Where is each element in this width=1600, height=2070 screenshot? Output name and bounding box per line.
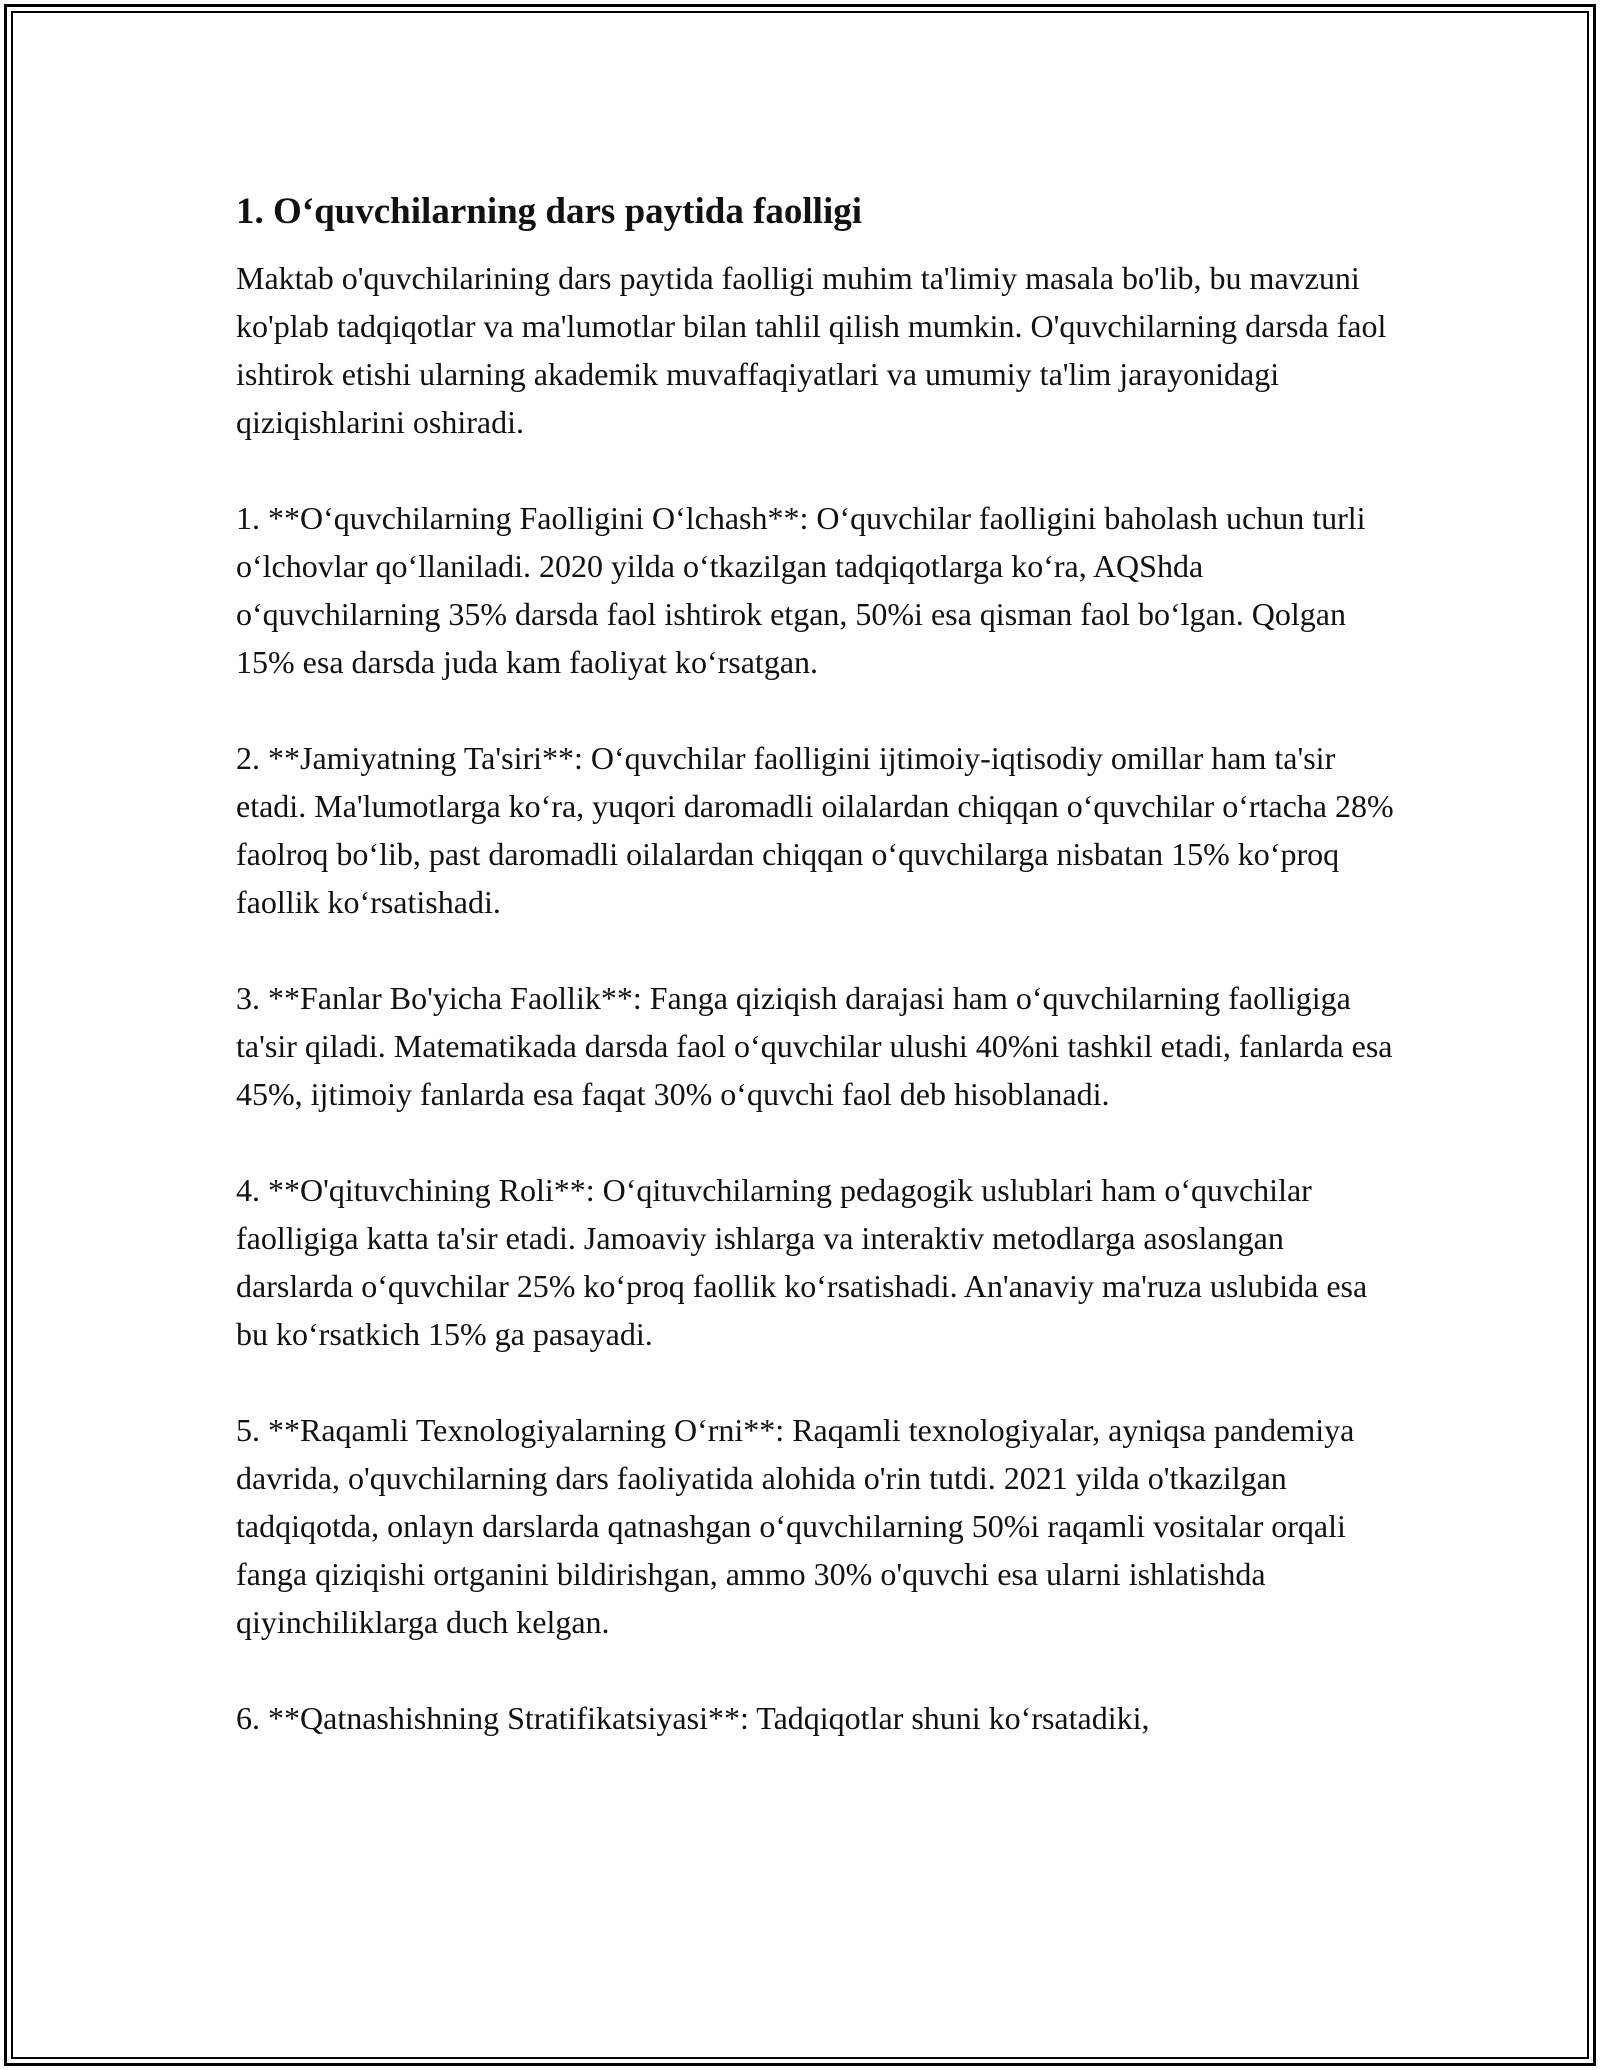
- paragraph-2-society-impact: 2. **Jamiyatning Ta'siri**: O‘quvchilar faolligini ijtimoiy-iqtisodiy omillar ham ta'sir etadi. Ma'lumotlarga ko‘ra, yuqori daromadli oilalardan chiqqan o‘quvchilar o‘rtacha 28% faolroq bo‘lib, past daromadli oilalardan chiqqan o‘quvchilarga nisbatan 15% ko‘proq faollik ko‘rsatishadi.: [236, 740, 1394, 920]
- paragraph-1-measuring-activity: 1. **O‘quvchilarning Faolligini O‘lchash**: O‘quvchilar faolligini baholash uchun turli o‘lchovlar qo‘llaniladi. 2020 yilda o‘tkazilgan tadqiqotlarga ko‘ra, AQShda o‘quvchilarning 35% darsda faol ishtirok etgan, 50%i esa qisman faol bo‘lgan. Qolgan 15% esa darsda juda kam faoliyat ko‘rsatgan.: [236, 500, 1366, 680]
- paragraph-4-teacher-role: 4. **O'qituvchining Roli**: O‘qituvchilarning pedagogik uslublari ham o‘quvchilar faolligiga katta ta'sir etadi. Jamoaviy ishlarga va interaktiv metodlarga asoslangan darslarda o‘quvchilar 25% ko‘proq faollik ko‘rsatishadi. An'anaviy ma'ruza uslubida esa bu ko‘rsatkich 15% ga pasayadi.: [236, 1172, 1368, 1352]
- paragraph-5-digital-technology: 5. **Raqamli Texnologiyalarning O‘rni**: Raqamli texnologiyalar, ayniqsa pandemiya davrida, o'quvchilarning dars faoliyatida alohida o'rin tutdi. 2021 yilda o'tkazilgan tadqiqotda, onlayn darslarda qatnashgan o‘quvchilarning 50%i raqamli vositalar orqali fanga qiziqishi ortganini bildirishgan, ammo 30% o'quvchi esa ularni ishlatishda qiyinchiliklarga duch kelgan.: [236, 1412, 1355, 1640]
- paragraph-6-participation-stratification: 6. **Qatnashishning Stratifikatsiyasi**: Tadqiqotlar shuni ko‘rsatadiki,: [236, 1700, 1150, 1736]
- intro-paragraph: Maktab o'quvchilarining dars paytida faolligi muhim ta'limiy masala bo'lib, bu mavzuni ko'plab tadqiqotlar va ma'lumotlar bilan tahlil qilish mumkin. O'quvchilarning darsda faol ishtirok etishi ularning akademik muvaffaqiyatlari va umumiy ta'lim jarayonidagi qiziqishlarini oshiradi.: [236, 260, 1387, 440]
- section-heading: 1. O‘quvchilarning dars paytida faolligi: [236, 191, 863, 232]
- paragraph-3-subject-activity: 3. **Fanlar Bo'yicha Faollik**: Fanga qiziqish darajasi ham o‘quvchilarning faolligiga ta'sir qiladi. Matematikada darsda faol o‘quvchilar ulushi 40%ni tashkil etadi, fanlarda esa 45%, ijtimoiy fanlarda esa faqat 30% o‘quvchi faol deb hisoblanadi.: [236, 980, 1393, 1112]
- document-body: [236, 186, 1396, 1742]
